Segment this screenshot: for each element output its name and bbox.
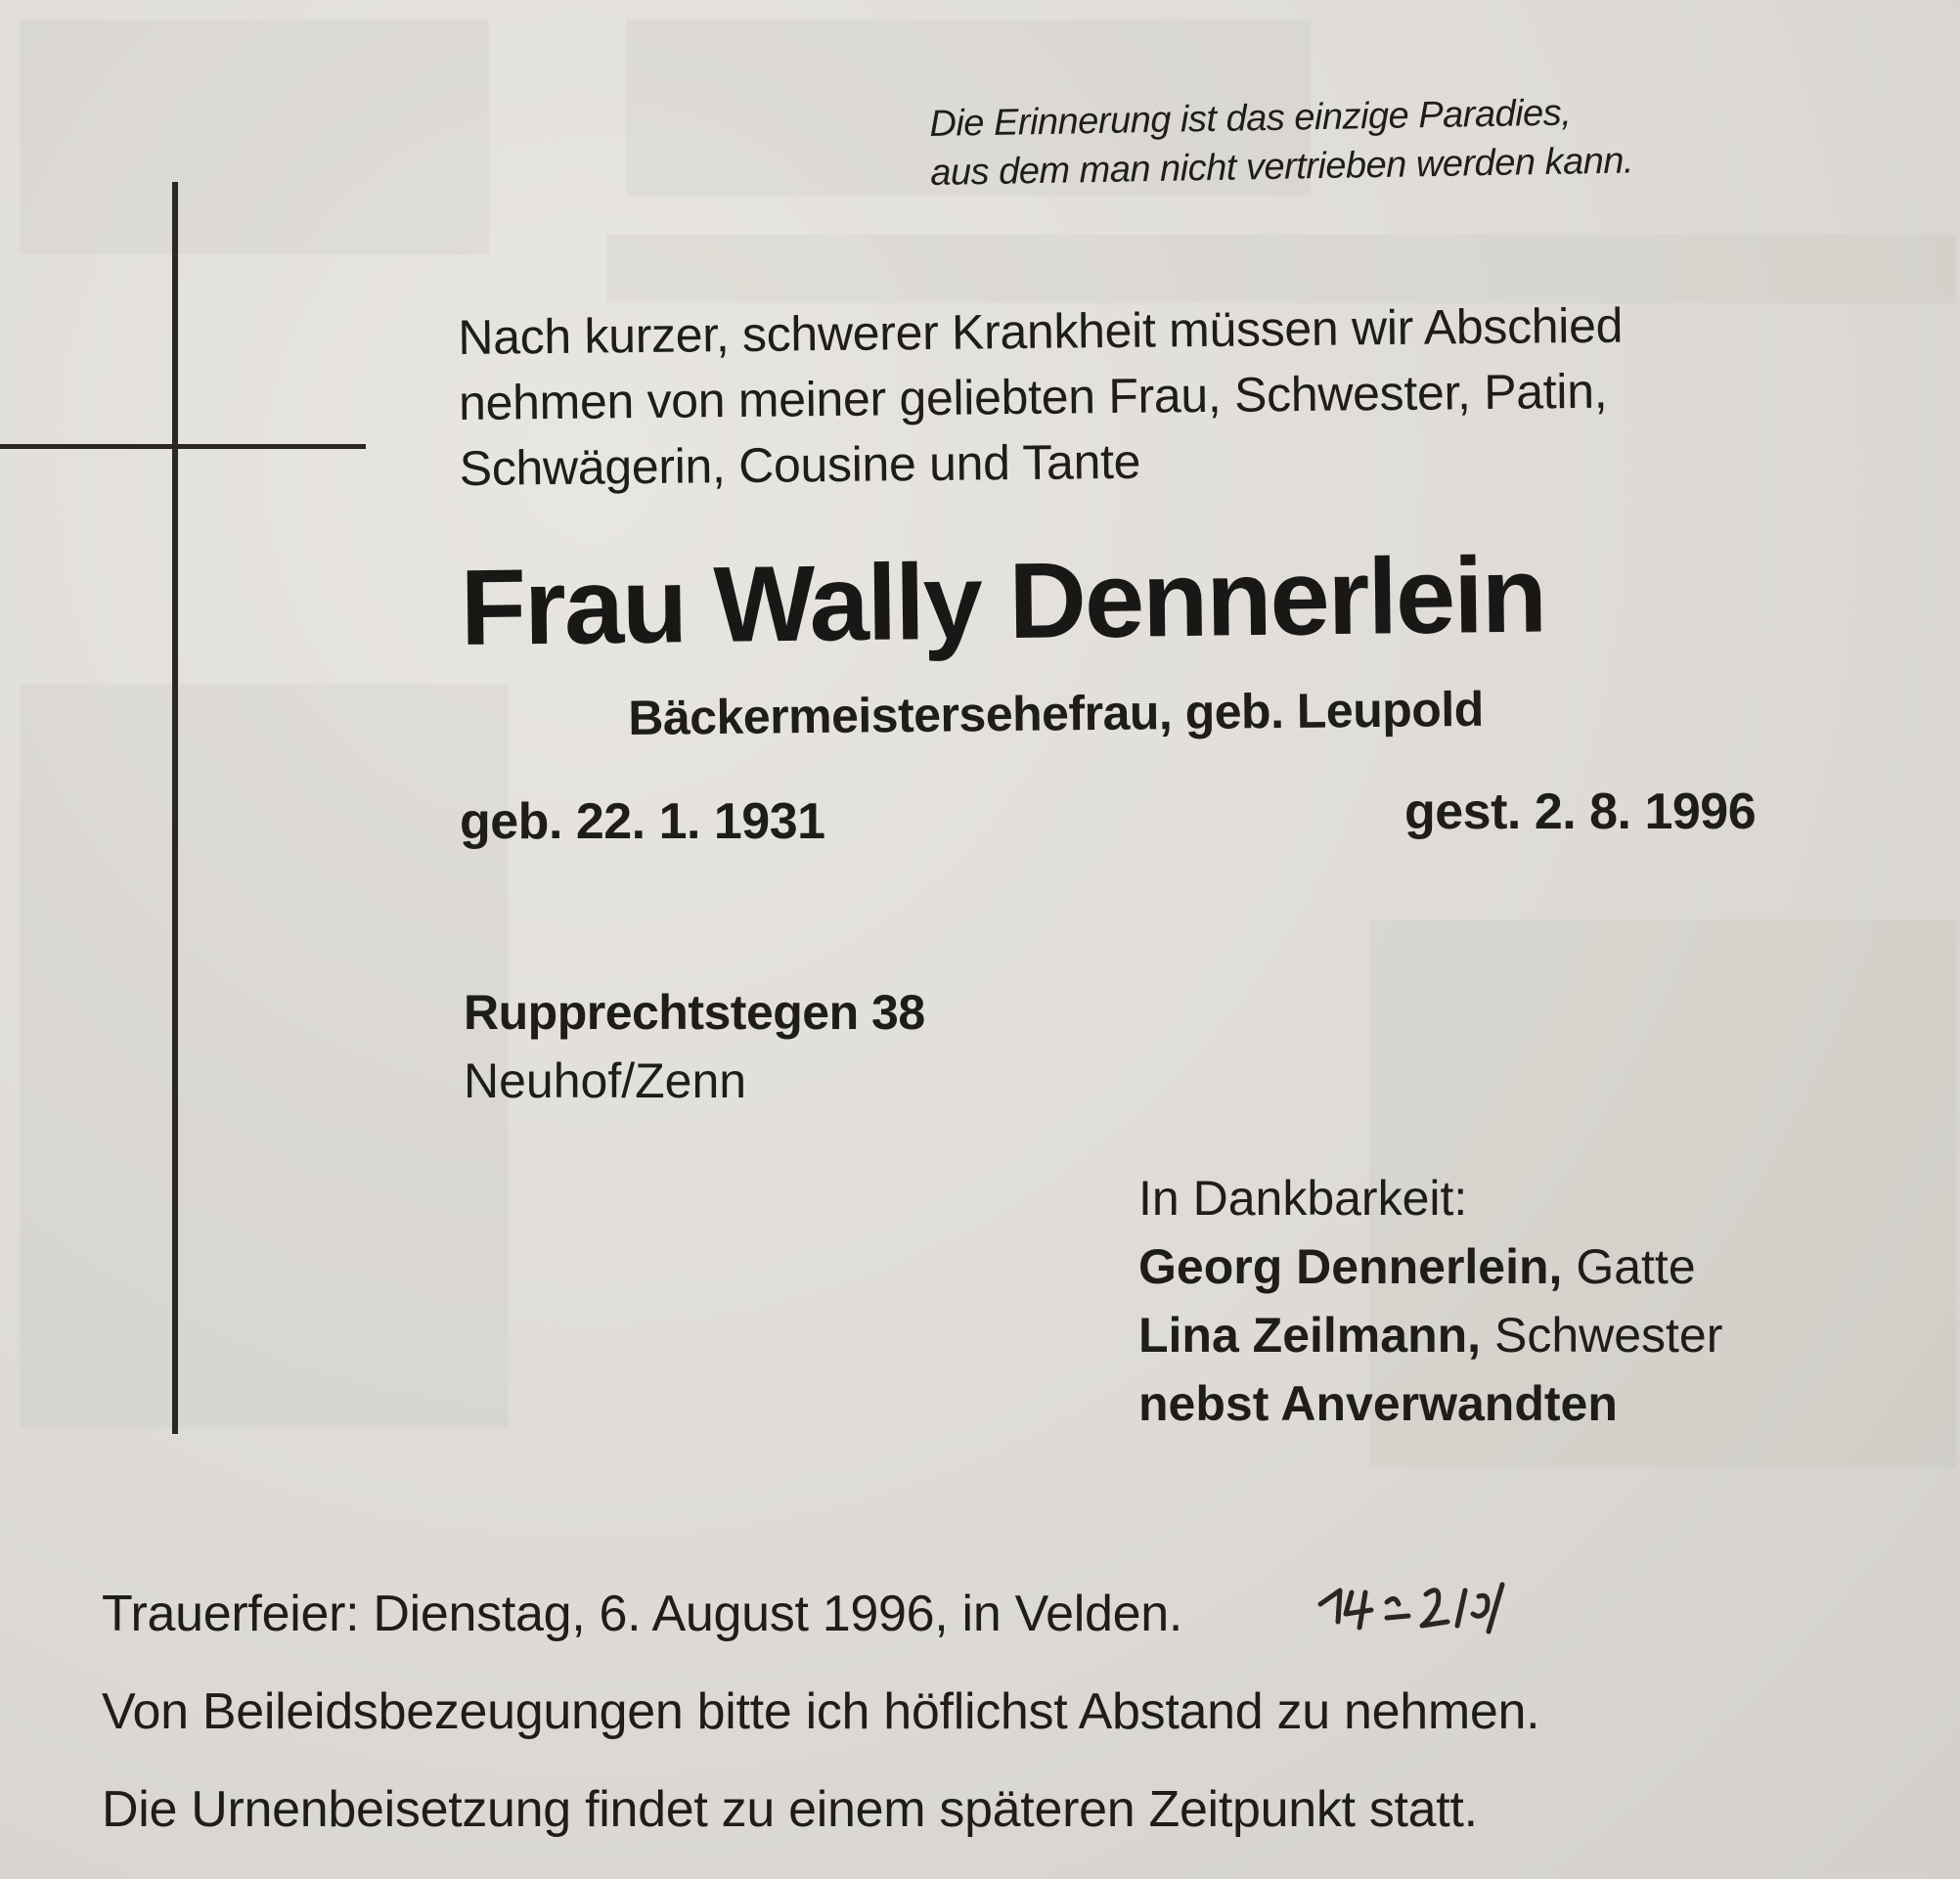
intro-line: nehmen von meiner geliebten Frau, Schwester, Patin, [458,363,1608,430]
bleed-through-block [20,685,509,1428]
intro-line: Nach kurzer, schwerer Krankheit müssen wir Abschied [458,297,1624,365]
bleed-through-block [20,20,489,254]
motto-line: aus dem man nicht vertrieben werden kann. [929,140,1634,194]
mourner-relation: Schwester [1493,1308,1723,1363]
mourner-name: Georg Dennerlein, [1138,1239,1563,1294]
deceased-description: Bäckermeistersehefrau, geb. Leupold [628,681,1485,745]
cross-horizontal-bar [0,444,366,449]
mourner-relation: Gatte [1576,1239,1696,1294]
mourner-entry [1138,1369,1722,1438]
address-block [464,978,925,1115]
mourner-name: nebst Anverwandten [1138,1376,1618,1431]
mourners-heading: In Dankbarkeit: [1138,1171,1468,1226]
handwritten-time-note [1311,1563,1604,1641]
mourner-entry [1138,1232,1722,1301]
motto-line: Die Erinnerung ist das einzige Paradies, [929,92,1572,145]
notices-block [102,1565,1901,1858]
mourner-entry [1138,1301,1722,1369]
motto-quote [929,85,1792,198]
death-date: gest. 2. 8. 1996 [1404,783,1757,840]
deceased-name: Frau Wally Dennerlein [460,534,1546,668]
mourner-name: Lina Zeilmann, [1138,1308,1482,1363]
address-street: Rupprechtstegen 38 [464,985,925,1040]
address-city: Neuhof/Zenn [464,1053,747,1108]
intro-text [458,291,1809,502]
urn-notice: Die Urnenbeisetzung findet zu einem späteren Zeitpunkt statt. [102,1781,1478,1838]
mourners-block [1138,1164,1722,1438]
funeral-notice: Trauerfeier: Dienstag, 6. August 1996, in Velden. [102,1586,1182,1642]
cross-vertical-bar [172,182,178,1434]
condolence-notice: Von Beileidsbezeugungen bitte ich höflichst Abstand zu nehmen. [102,1683,1540,1740]
birth-date: geb. 22. 1. 1931 [460,793,825,850]
intro-line: Schwägerin, Cousine und Tante [459,433,1141,496]
